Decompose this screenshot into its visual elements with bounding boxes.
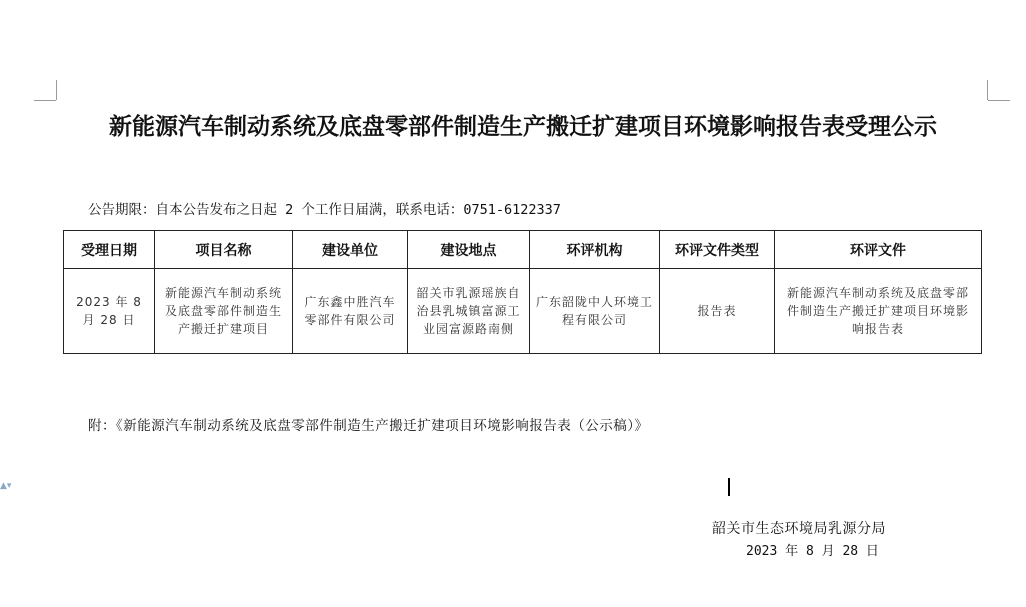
header-eia-file: 环评文件	[775, 231, 982, 269]
header-acceptance-date: 受理日期	[64, 231, 155, 269]
header-eia-file-type: 环评文件类型	[660, 231, 775, 269]
page-corner-mark-top-right	[988, 100, 1010, 101]
header-eia-agency: 环评机构	[530, 231, 660, 269]
cell-eia-file-type: 报告表	[660, 269, 775, 354]
cell-eia-file: 新能源汽车制动系统及底盘零部件制造生产搬迁扩建项目环境影响报告表	[775, 269, 982, 354]
acceptance-info-table	[63, 230, 982, 354]
document-title: 新能源汽车制动系统及底盘零部件制造生产搬迁扩建项目环境影响报告表受理公示	[109, 113, 937, 140]
cell-construction-unit: 广东鑫中胜汽车零部件有限公司	[293, 269, 408, 354]
page-corner-mark-top-left-vertical	[56, 80, 57, 100]
header-construction-location: 建设地点	[408, 231, 530, 269]
left-margin-marker-icon: ▲▾	[0, 481, 12, 491]
notice-period-text: 公告期限：自本公告发布之日起 2 个工作日届满，联系电话：0751-6122337	[88, 202, 561, 218]
cell-acceptance-date: 2023 年 8 月 28 日	[64, 269, 155, 354]
header-construction-unit: 建设单位	[293, 231, 408, 269]
page-corner-mark-top-right-vertical	[987, 80, 988, 100]
signature-organization: 韶关市生态环境局乳源分局	[712, 521, 886, 537]
text-cursor	[728, 478, 730, 496]
page-corner-mark-top-left	[34, 100, 56, 101]
table-row	[64, 269, 982, 354]
cell-construction-location: 韶关市乳源瑶族自治县乳城镇富源工业园富源路南侧	[408, 269, 530, 354]
cell-project-name: 新能源汽车制动系统及底盘零部件制造生产搬迁扩建项目	[155, 269, 293, 354]
header-project-name: 项目名称	[155, 231, 293, 269]
attachment-link-text[interactable]: 附：《新能源汽车制动系统及底盘零部件制造生产搬迁扩建项目环境影响报告表（公示稿）》	[88, 418, 649, 434]
cell-eia-agency: 广东韶陇中人环境工程有限公司	[530, 269, 660, 354]
table-header-row	[64, 231, 982, 269]
signature-date: 2023 年 8 月 28 日	[746, 544, 879, 559]
